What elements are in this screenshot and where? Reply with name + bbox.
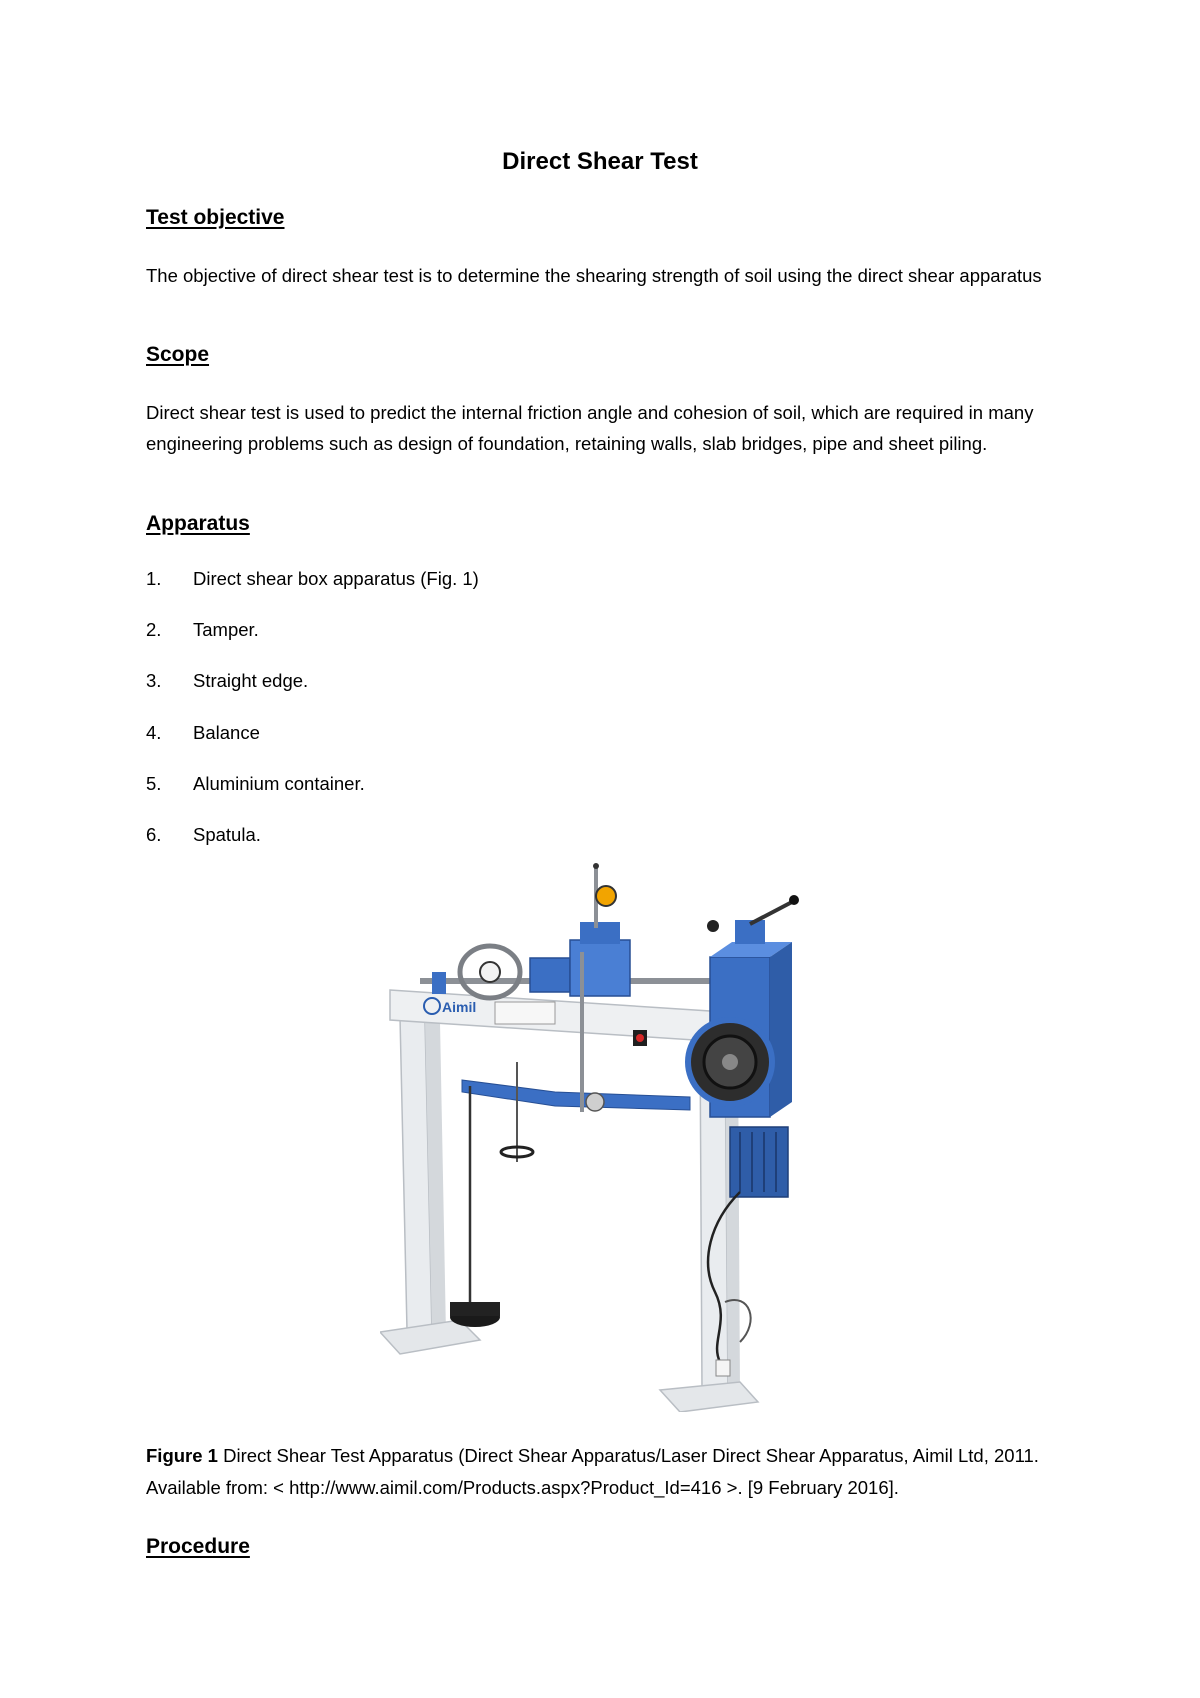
- figure-caption-label: Figure 1: [146, 1445, 218, 1466]
- apparatus-figure: [380, 862, 850, 1412]
- figure-caption-text: Direct Shear Test Apparatus (Direct Shear Apparatus/Laser Direct Shear Apparatus, Aimil Ltd, 2011. Available from: < http://www.aimil.com/Products.aspx?Product_Id=416 >. [9 February 2016].: [146, 1445, 1039, 1498]
- list-number: 6.: [146, 824, 162, 845]
- list-number: 5.: [146, 773, 162, 794]
- shear-apparatus-illustration: [380, 862, 850, 1412]
- scope-paragraph: Direct shear test is used to predict the internal friction angle and cohesion of soil, which are required in many engineering problems such as design of foundation, retaining walls, slab bridges, pipe and sheet piling.: [146, 402, 1034, 454]
- list-text: Direct shear box apparatus (Fig. 1): [193, 568, 479, 589]
- objective-paragraph: The objective of direct shear test is to determine the shearing strength of soil using the direct shear apparatus: [146, 265, 1042, 286]
- list-text: Straight edge.: [193, 670, 309, 691]
- figure-caption: [146, 1440, 1076, 1504]
- list-number: 2.: [146, 619, 162, 640]
- heading-scope: Scope: [146, 343, 210, 366]
- heading-test-objective: Test objective: [146, 206, 285, 229]
- heading-apparatus: Apparatus: [146, 512, 250, 535]
- list-text: Tamper.: [193, 619, 259, 640]
- page-title: Direct Shear Test: [502, 148, 698, 175]
- list-text: Spatula.: [193, 824, 261, 845]
- heading-procedure: Procedure: [146, 1535, 250, 1558]
- list-number: 4.: [146, 722, 162, 743]
- list-text: Aluminium container.: [193, 773, 365, 794]
- brand-label: Aimil: [442, 999, 477, 1015]
- list-number: 1.: [146, 568, 162, 589]
- list-number: 3.: [146, 670, 162, 691]
- list-text: Balance: [193, 722, 260, 743]
